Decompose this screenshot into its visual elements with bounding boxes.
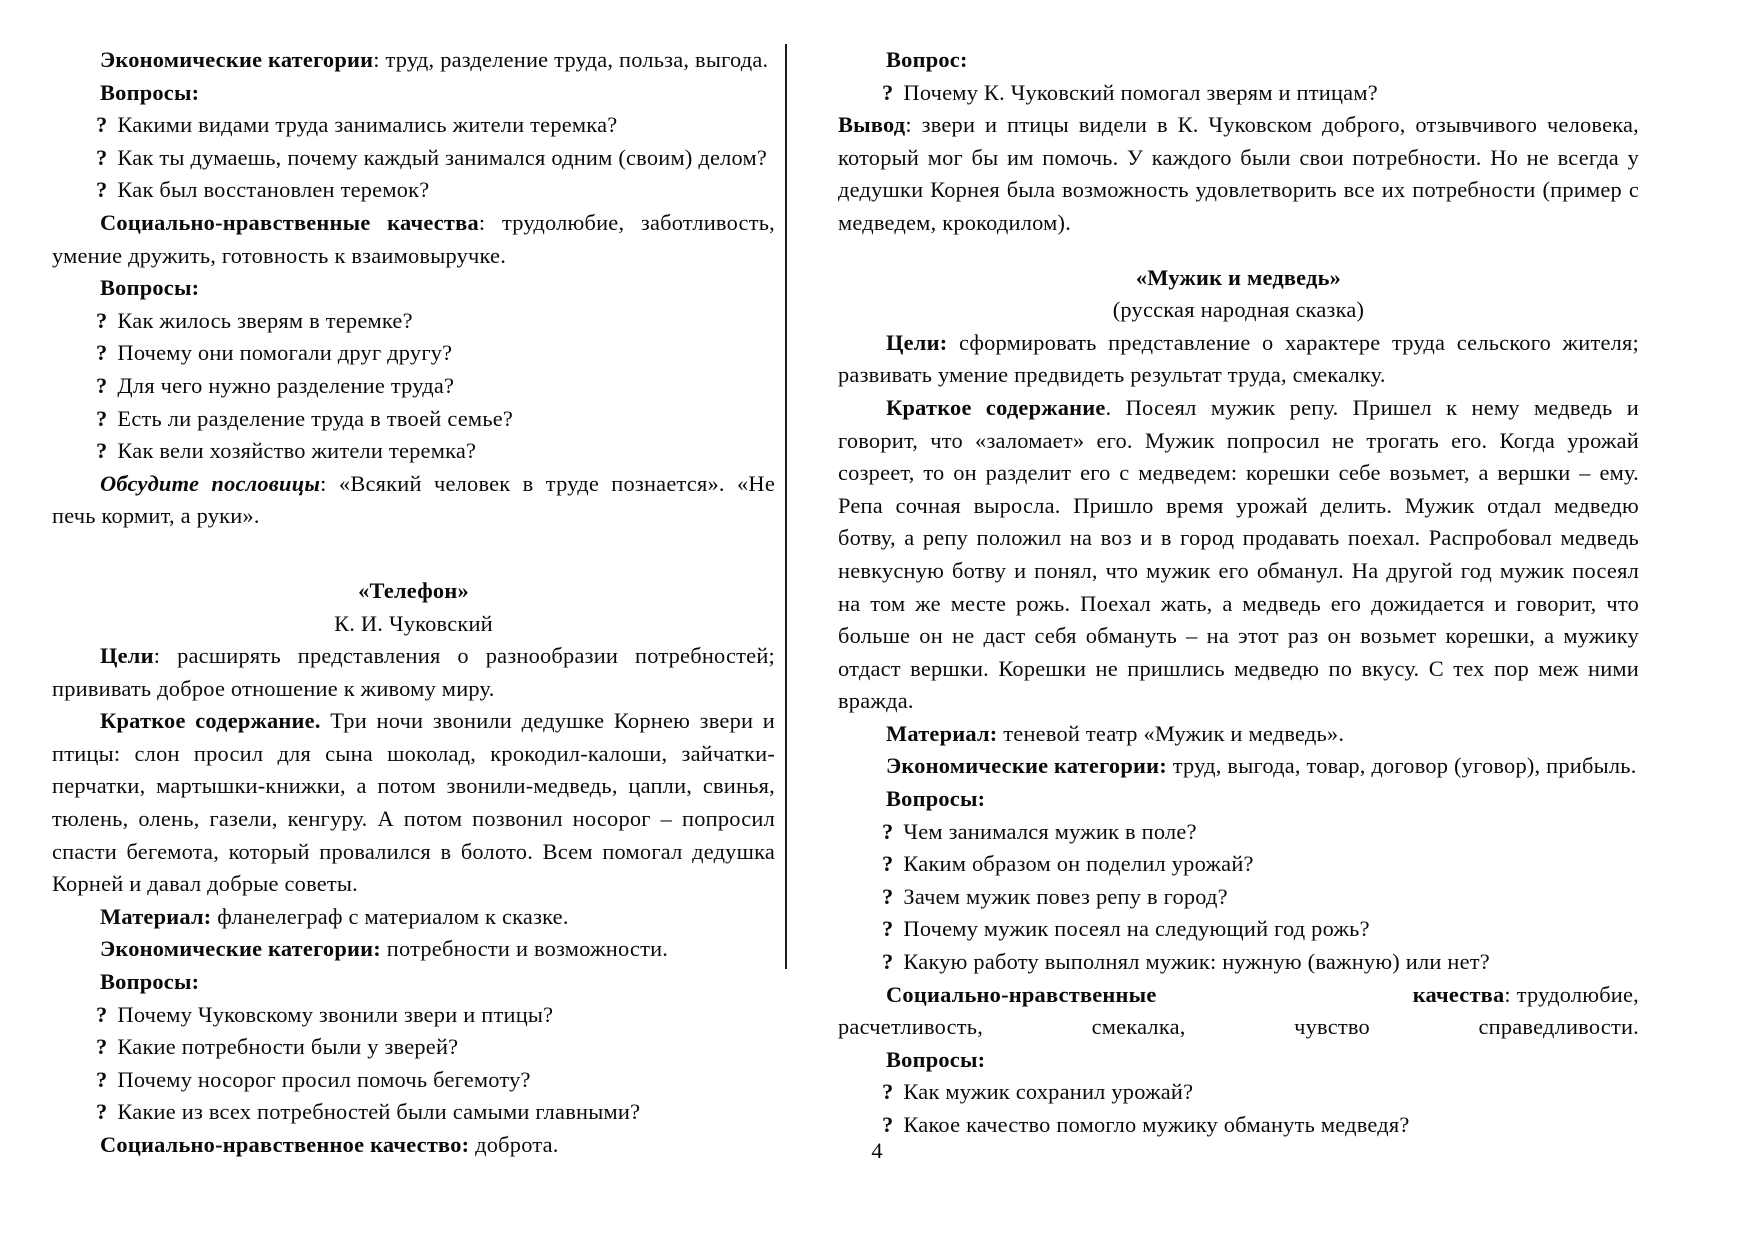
- question-text: Как вели хозяйство жители теремка?: [117, 438, 477, 464]
- muzhik-summary-paragraph: [838, 392, 1639, 718]
- question-text: Какие из всех потребностей были самыми главными?: [117, 1099, 641, 1125]
- question-bullet-icon: ?: [882, 916, 894, 942]
- question-bullet-icon: ?: [882, 79, 894, 105]
- goals-text: сформировать представление о характере труда сельского жителя; развивать умение предвидеть результат труда, смекалку.: [838, 329, 1639, 388]
- econ-categories-paragraph: [52, 44, 775, 77]
- question-text: Какими видами труда занимались жители теремка?: [117, 112, 618, 138]
- question-text: Почему мужик посеял на следующий год рожь?: [903, 916, 1370, 942]
- proverbs-label: Обсудите пословицы: [100, 470, 321, 496]
- material-text: фланелеграф с материалом к сказке.: [211, 903, 569, 929]
- muzhik-section-subtitle: (русская народная сказка): [1112, 297, 1365, 323]
- question-item: [52, 305, 775, 338]
- questions-heading-1: Вопросы:: [100, 79, 200, 105]
- telephone-summary-paragraph: [52, 705, 775, 901]
- question-text: Почему Чуковскому звонили звери и птицы?: [117, 1001, 554, 1027]
- social-quality-text: доброта.: [469, 1132, 559, 1157]
- question-heading: Вопрос:: [886, 47, 968, 72]
- proverbs-text: : «Всякий человек в труде познается». «Не печь кормит, а руки».: [52, 470, 775, 529]
- goals-label: Цели:: [886, 329, 948, 355]
- question-bullet-icon: ?: [882, 851, 894, 877]
- question-bullet-icon: ?: [882, 949, 894, 975]
- question-bullet-icon: ?: [882, 883, 894, 909]
- social-qualities-label: Социально-нравственные качества: [100, 209, 479, 235]
- question-text: Чем занимался мужик в поле?: [903, 818, 1197, 844]
- social-qualities-paragraph: [52, 207, 775, 272]
- question-text: Каким образом он поделил урожай?: [903, 851, 1254, 877]
- goals-text: : расширять представления о разнообразии потребностей; прививать доброе отношение к живому миру.: [52, 643, 775, 701]
- social-qualities-text: : трудолюбие, заботливость, умение дружить, готовность к взаимовыручке.: [52, 209, 775, 268]
- muzhik-social-qualities-line1: [838, 979, 1639, 1044]
- muzhik-section-title: «Мужик и медведь»: [1135, 264, 1342, 290]
- econ-categories-label: Экономические категории: [100, 47, 374, 72]
- question-item: [52, 174, 775, 207]
- question-bullet-icon: ?: [96, 1099, 108, 1125]
- question-bullet-icon: ?: [96, 1001, 108, 1027]
- page-number: 4: [871, 1138, 883, 1163]
- conclusion-text: : звери и птицы видели в К. Чуковском доброго, отзывчивого человека, который мог бы им помочь. У каждого были свои потребности. Но не всегда у дедушки Корнея была возможность удовлетворить все их потребности (пример с медведем, крокодилом).: [838, 112, 1639, 235]
- econ-categories-text: потребности и возможности.: [380, 936, 669, 962]
- econ-categories-text: : труд, разделение труда, польза, выгода.: [373, 47, 769, 72]
- muzhik-material-paragraph: [838, 718, 1639, 751]
- question-bullet-icon: ?: [96, 1034, 108, 1060]
- telephone-section-author: К. И. Чуковский: [334, 610, 493, 636]
- question-bullet-icon: ?: [882, 1112, 894, 1137]
- question-item: [52, 142, 775, 175]
- question-text: Есть ли разделение труда в твоей семье?: [117, 405, 514, 431]
- two-column-body: [0, 44, 1754, 1157]
- muzhik-questions-heading-2: Вопросы:: [886, 1046, 986, 1072]
- muzhik-goals-paragraph: [838, 327, 1639, 392]
- question-item: [52, 1096, 775, 1129]
- questions-heading-2: Вопросы:: [100, 275, 200, 301]
- muzhik-econ-categories-paragraph: [838, 750, 1639, 783]
- question-item: [52, 109, 775, 142]
- question-bullet-icon: ?: [96, 405, 108, 431]
- question-item: [838, 946, 1639, 979]
- question-item: [838, 881, 1639, 914]
- question-item: [52, 1031, 775, 1064]
- question-bullet-icon: ?: [882, 818, 894, 844]
- muzhik-questions-heading: Вопросы:: [886, 786, 986, 812]
- proverbs-paragraph: [52, 468, 775, 533]
- question-text: Как мужик сохранил урожай?: [903, 1079, 1194, 1105]
- question-item: [52, 370, 775, 403]
- social-qualities-label: Социально-нравственные: [886, 981, 1157, 1007]
- material-label: Материал:: [886, 720, 998, 746]
- telephone-questions-heading: Вопросы:: [100, 969, 200, 995]
- question-text: Почему носорог просил помочь бегемоту?: [117, 1066, 531, 1092]
- material-text: теневой театр «Мужик и медведь».: [997, 720, 1345, 746]
- question-bullet-icon: ?: [96, 144, 108, 170]
- question-bullet-icon: ?: [96, 438, 108, 464]
- question-item: [52, 999, 775, 1032]
- question-text: Как ты думаешь, почему каждый занимался одним (своим) делом?: [117, 144, 768, 170]
- question-bullet-icon: ?: [96, 177, 108, 203]
- question-item: [52, 435, 775, 468]
- material-label: Материал:: [100, 903, 212, 929]
- question-text: Для чего нужно разделение труда?: [117, 372, 455, 398]
- question-bullet-icon: ?: [96, 372, 108, 398]
- question-item: [52, 403, 775, 436]
- goals-label: Цели: [100, 643, 154, 669]
- question-text: Почему они помогали друг другу?: [117, 340, 453, 366]
- question-text: Зачем мужик повез репу в город?: [903, 883, 1228, 909]
- left-column: [0, 44, 785, 1162]
- question-text: Какую работу выполнял мужик: нужную (важную) или нет?: [903, 949, 1490, 975]
- question-bullet-icon: ?: [96, 112, 108, 138]
- telephone-econ-categories-paragraph: [52, 933, 775, 966]
- question-item: [838, 816, 1639, 849]
- section-spacer: [52, 533, 775, 575]
- question-item: [838, 913, 1639, 946]
- summary-text: . Посеял мужик репу. Пришел к нему медведь и говорит, что «заломает» его. Мужик попросил не трогать его. Когда урожай созреет, то он разделит его с медведем: корешки себе возьмет, а вершки – ему. Репа сочная выросла. Пришло время урожай делить. Мужик отдал медведю ботву, а репу положил на воз и в город продавать поехал. Распробовал медведь невкусную ботву и понял, что мужик его обманул. На другой год мужик посеял на том же месте рожь. Поехал жать, а медведь его дожидается и говорит, что больше он не даст себя обмануть – на этот раз он возьмет корешки, а мужику отдаст вершки. Корешки не пришлись медведю по вкусу. С тех пор меж ними вражда.: [838, 394, 1639, 714]
- question-bullet-icon: ?: [882, 1079, 894, 1105]
- question-bullet-icon: ?: [96, 307, 108, 333]
- question-item: [838, 1076, 1639, 1109]
- summary-label: Краткое содержание.: [100, 708, 321, 734]
- econ-categories-label: Экономические категории:: [100, 936, 381, 962]
- question-text: Какое качество помогло мужику обмануть медведя?: [903, 1112, 1410, 1137]
- telephone-goals-paragraph: [52, 640, 775, 705]
- question-bullet-icon: ?: [96, 340, 108, 366]
- telephone-section-title: «Телефон»: [358, 577, 469, 603]
- question-bullet-icon: ?: [96, 1066, 108, 1092]
- summary-label: Краткое содержание: [886, 394, 1106, 420]
- summary-text: Три ночи звонили дедушке Корнею звери и птицы: слон просил для сына шоколад, крокодил-калоши, зайчатки-перчатки, мартышки-книжки, а потом звонили-медведь, цапли, свинья, тюлень, олень, газели, кенгуру. А потом позвонил носорог – попросил спасти бегемота, который провалился в болото. Всем помогал дедушка Корней и давал добрые советы.: [52, 708, 776, 897]
- social-qualities-text: : трудолюбие, расчетливость, смекалка, чувство справедливости.: [838, 981, 1639, 1040]
- section-spacer: [838, 240, 1639, 262]
- question-text: Как был восстановлен теремок?: [117, 177, 430, 203]
- econ-categories-label: Экономические категории:: [886, 753, 1167, 779]
- question-text: Какие потребности были у зверей?: [117, 1034, 459, 1060]
- econ-categories-text: труд, выгода, товар, договор (уговор), прибыль.: [1166, 753, 1637, 779]
- social-quality-label: Социально-нравственное качество:: [100, 1132, 470, 1157]
- conclusion-label: Вывод: [838, 112, 906, 138]
- question-text: Как жилось зверям в теремке?: [117, 307, 413, 333]
- right-column: [787, 44, 1687, 1142]
- question-item: [838, 77, 1639, 110]
- social-qualities-label-2: качества: [1412, 981, 1505, 1007]
- question-item: [838, 848, 1639, 881]
- question-item: [52, 1064, 775, 1097]
- telephone-material-paragraph: [52, 901, 775, 934]
- question-text: Почему К. Чуковский помогал зверям и птицам?: [903, 79, 1378, 105]
- question-item: [52, 337, 775, 370]
- question-item: [838, 1109, 1639, 1142]
- conclusion-paragraph: [838, 109, 1639, 239]
